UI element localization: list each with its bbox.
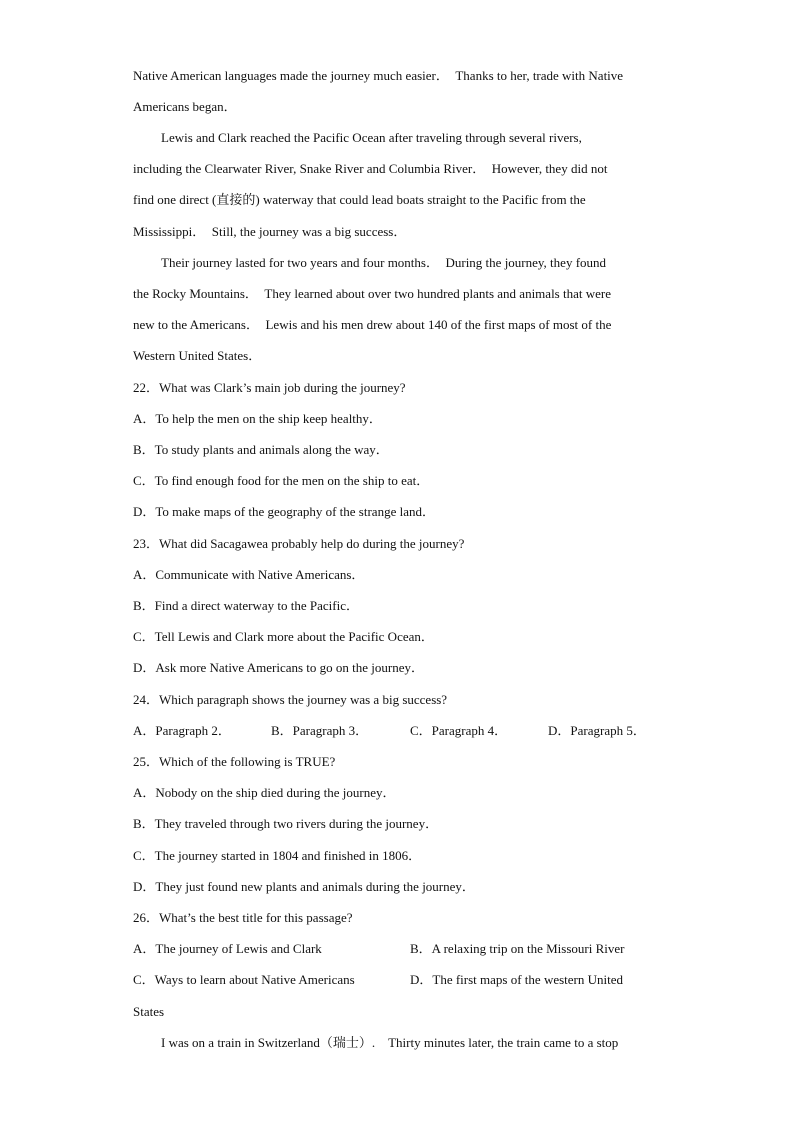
option-b[interactable]: B．Paragraph 3． — [271, 723, 369, 738]
passage-line: including the Clearwater River, Snake River and Columbia River． However, they did not — [133, 161, 608, 176]
passage-line: Americans began． — [133, 99, 237, 114]
passage-line: Their journey lasted for two years and four months． During the journey, they found — [161, 255, 607, 270]
option-d[interactable]: D．The first maps of the western United — [410, 972, 624, 987]
passage-line: Western United States． — [133, 348, 262, 363]
option-c[interactable]: C．Ways to learn about Native Americans — [133, 972, 355, 987]
option-c[interactable]: C．Paragraph 4． — [410, 723, 508, 738]
option-b[interactable]: B．To study plants and animals along the way． — [133, 442, 389, 457]
option-b[interactable]: B．Find a direct waterway to the Pacific． — [133, 598, 359, 613]
option-a[interactable]: A．Paragraph 2． — [133, 723, 231, 738]
option-d[interactable]: D．They just found new plants and animals during the journey． — [133, 879, 475, 894]
option-c[interactable]: C．To find enough food for the men on the ship to eat． — [133, 473, 430, 488]
passage-line: Lewis and Clark reached the Pacific Ocean after traveling through several rivers, — [161, 130, 582, 145]
question-stem: 25．Which of the following is TRUE? — [133, 754, 336, 769]
question-stem: 22．What was Clark’s main job during the journey? — [133, 380, 406, 395]
passage-line: Native American languages made the journey much easier． Thanks to her, trade with Native — [133, 68, 624, 83]
option-d[interactable]: D．To make maps of the geography of the strange land． — [133, 504, 435, 519]
option-b[interactable]: B．A relaxing trip on the Missouri River — [410, 941, 625, 956]
option-a[interactable]: A．Nobody on the ship died during the journey． — [133, 785, 396, 800]
option-a[interactable]: A．The journey of Lewis and Clark — [133, 941, 322, 956]
passage-line: Mississippi． Still, the journey was a big success． — [133, 224, 407, 239]
option-c[interactable]: C．The journey started in 1804 and finished in 1806． — [133, 848, 422, 863]
passage-line: find one direct (直接的) waterway that could lead boats straight to the Pacific from the — [133, 192, 586, 207]
question-stem: 26．What’s the best title for this passage? — [133, 910, 353, 925]
option-a[interactable]: A．Communicate with Native Americans． — [133, 567, 365, 582]
passage-line: the Rocky Mountains． They learned about over two hundred plants and animals that were — [133, 286, 611, 301]
passage-line: I was on a train in Switzerland（瑞士）. Thirty minutes later, the train came to a stop — [161, 1035, 619, 1050]
option-d-continuation: States — [133, 1004, 165, 1019]
option-d[interactable]: D．Paragraph 5． — [548, 723, 646, 738]
passage-line: new to the Americans． Lewis and his men drew about 140 of the first maps of most of the — [133, 317, 612, 332]
question-stem: 23．What did Sacagawea probably help do during the journey? — [133, 536, 465, 551]
question-stem: 24．Which paragraph shows the journey was a big success? — [133, 692, 448, 707]
option-d[interactable]: D．Ask more Native Americans to go on the journey． — [133, 660, 424, 675]
option-b[interactable]: B．They traveled through two rivers during the journey． — [133, 816, 439, 831]
option-c[interactable]: C．Tell Lewis and Clark more about the Pacific Ocean． — [133, 629, 434, 644]
option-a[interactable]: A．To help the men on the ship keep healthy． — [133, 411, 382, 426]
